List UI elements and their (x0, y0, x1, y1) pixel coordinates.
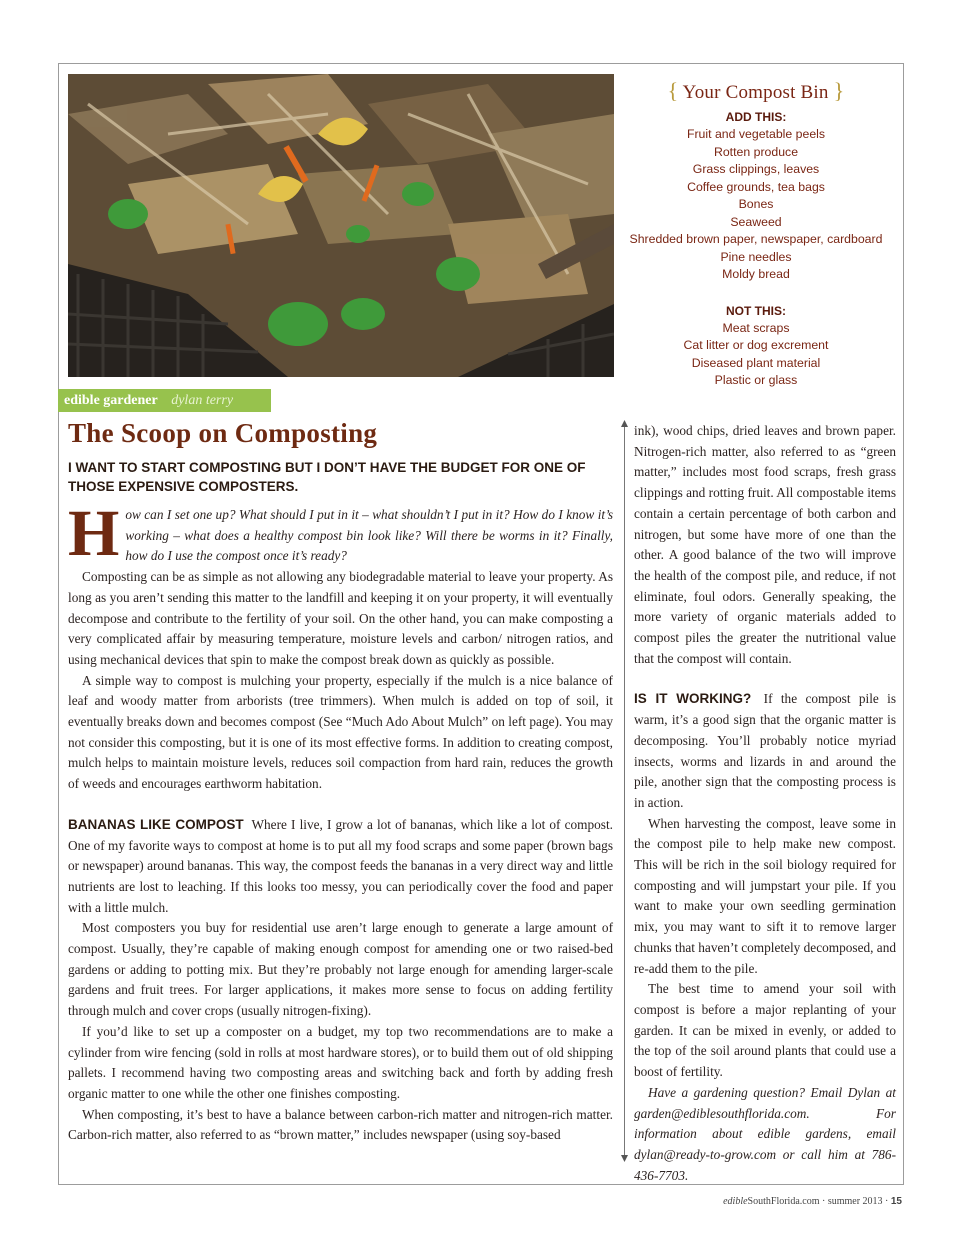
body-paragraph: Composting can be as simple as not allowing any biodegradable material to leave your property. As long as you aren’t sending this matter to the landfill and keeping it on your property, it will eventually decompose and contribute to the fertility of your soil. On the other hand, you can make composting a very complicated affair by measuring temperature, moisture levels and carbon/ nitrogen ratios, and using mechanical devices that spin to make the compost break down as quickly as possible. (68, 569, 613, 667)
article-right-column (634, 421, 896, 1186)
body-paragraph: Most composters you buy for residential use aren’t large enough to generate a large amount of compost. Usually, they’re capable of making enough compost for amending one or two raised-bed gardens or adding to potting mix. But they’re probably not large enough for amending larger-scale gardens and fruit trees. For larger applications, it makes more sense to focus on adding fertility through mulch and cover crops (usually nitrogen-fixing). (68, 920, 613, 1019)
add-this-list (620, 126, 892, 284)
article-left-column (68, 497, 613, 1146)
list-item: Moldy bread (722, 267, 790, 281)
list-item: Meat scraps (722, 320, 790, 335)
body-paragraph: IS IT WORKING? If the compost pile is warm, it’s a good sign that the organic matter is decomposing. You’ll probably notice myriad insects, worms and lizards in and around the pile, another sign that the composting process is in action. (634, 691, 897, 810)
article-title: The Scoop on Composting (68, 418, 378, 448)
column-rule (624, 424, 625, 1160)
department-label: edible gardener (64, 393, 158, 408)
section-subhead: IS IT WORKING? (634, 691, 752, 707)
list-item: Grass clippings, leaves (692, 162, 820, 176)
footer-brand-rest: SouthFlorida.com · summer 2013 · (747, 1196, 889, 1207)
list-item: Diseased plant material (691, 355, 821, 370)
list-item: Cat litter or dog excrement (683, 338, 829, 352)
not-this-list (620, 320, 892, 390)
body-paragraph: When harvesting the compost, leave some in the compost pile to help make new compost. This will be rich in the soil biology required for composting and will jumpstart your pile. If you want to make your own seedling germination mix, you may want to sift it to remove larger chunks that haven’t completely decomposed, and re-add them to the pile. (634, 815, 896, 976)
body-paragraph: ink), wood chips, dried leaves and brown paper. Nitrogen-rich matter, also referred to as “green matter,” includes most food scraps, fresh grass clippings and rotting fruit. All compostable items contain a certain percentage of both carbon and nitrogen, but some have more of one than the other. A good balance of the two will improve the health of the compost pile, and reduce, if not eliminate, foul odors. Generally speaking, the more variety of organic materials added to compost piles the greater the nutritional value that the compost will contain. (634, 423, 896, 666)
drop-cap: H (68, 497, 120, 570)
body-paragraph: The best time to amend your soil with compost is before a major replanting of your garden. It can be mixed in evenly, or added to the top of the soil around plants that could use a boost of fertility. (634, 981, 896, 1080)
list-item: Rotten produce (713, 144, 799, 159)
add-this-heading: ADD THIS: (725, 110, 787, 124)
page-footer (723, 1196, 902, 1207)
list-item: Seaweed (730, 214, 782, 229)
closing-note: Have a gardening question? Email Dylan at garden@ediblesouthflorida.com. For information about edible gardens, email dylan@ready-to-grow.com or call him at 786-436-7703. (634, 1084, 896, 1183)
rule-top-ornament (621, 420, 628, 427)
list-item: Pine needles (720, 249, 792, 264)
section-subhead: BANANAS LIKE COMPOST (68, 816, 244, 832)
body-paragraph: BANANAS LIKE COMPOST Where I live, I grow a lot of bananas, which like a lot of compost. One of my favorite ways to compost at home is to put all my food scraps and some paper (brown bags or newspaper) around bananas. This way, the compost feeds the bananas in a very direct way and little nutrients are lost to leaching. If this looks too messy, you can periodically cover the food and paper with a little mulch. (68, 816, 613, 915)
list-item: Plastic or glass (714, 373, 798, 387)
not-this-heading: NOT THIS: (726, 303, 786, 318)
body-paragraph: When composting, it’s best to have a balance between carbon-rich matter and nitrogen-rich matter. Carbon-rich matter, also referred to as “brown matter,” includes newspaper (using soy-based (68, 1106, 613, 1143)
compost-photo (68, 74, 614, 377)
rule-bottom-ornament (621, 1155, 628, 1162)
compost-bin-sidebar (620, 78, 892, 390)
body-paragraph: A simple way to compost is mulching your property, especially if the mulch is a nice balance of leaf and woody matter from arborists (tree trimmers). When mulch is added on top of soil, it eventually breaks down and becomes compost (See “Much Ado About Mulch” on left page). You may not consider this composting, but it is one of its most effective forms. In addition to creating compost, mulch helps to maintain moisture levels, reduces soil compaction from hard rain, reduces the growth of weeds and encourages earthworm habitation. (68, 672, 613, 792)
list-item: Bones (738, 197, 774, 211)
reader-question: I WANT TO START COMPOSTING BUT I DON’T HAVE THE BUDGET FOR ONE OF THOSE EXPENSIVE COMPOSTERS. (68, 460, 586, 494)
department-tag (58, 389, 271, 412)
page-number: 15 (890, 1196, 902, 1207)
sidebar-title: { Your Compost Bin } (667, 78, 845, 103)
list-item: Fruit and vegetable peels (686, 127, 826, 141)
footer-brand-italic: edible (723, 1196, 748, 1207)
list-item: Shredded brown paper, newspaper, cardboard (629, 232, 883, 246)
list-item: Coffee grounds, tea bags (687, 179, 825, 194)
body-paragraph: If you’d like to set up a composter on a budget, my top two recommendations are to make a cylinder from wire fencing (sold in rolls at most hardware stores), or to build them out of old shipping pallets. I recommend having two composting areas and switching back and forth by adding fresh organic matter to one while the other one finishes composting. (68, 1023, 613, 1101)
lede-paragraph: How can I set one up? What should I put in it – what shouldn’t I put in it? How do I know it’s working – what does a healthy compost bin look like? Will there be worms in it? Finally, how do I use the compost once it’s ready? (68, 497, 613, 570)
author-name: dylan terry (171, 393, 234, 408)
